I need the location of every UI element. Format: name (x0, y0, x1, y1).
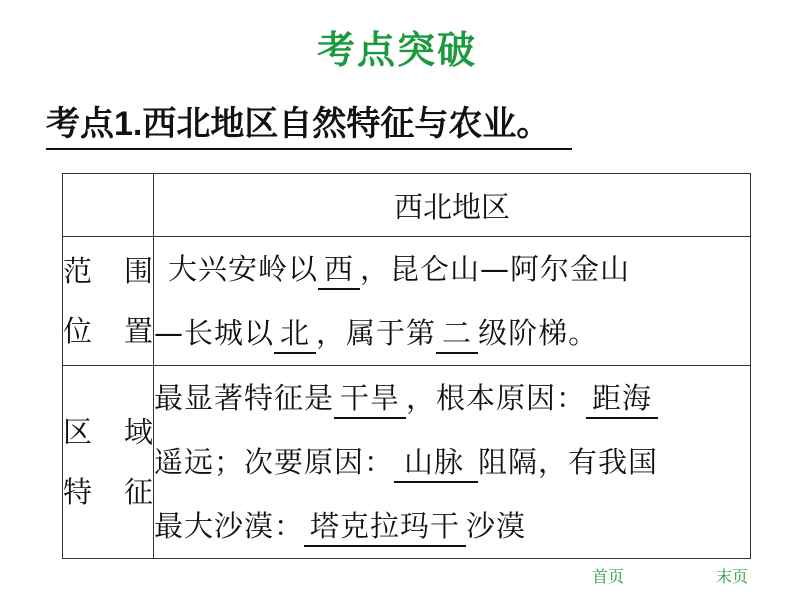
row-head-features (63, 366, 154, 559)
row-body-location (154, 237, 751, 366)
answer-blank: 北 (274, 314, 316, 354)
text-span: —长城以 (154, 316, 275, 350)
topic-prefix: 考点 (46, 104, 114, 144)
table-row-location (63, 237, 751, 366)
topic-text: 西北地区自然特征与农业。 (142, 104, 551, 144)
text-span: ，昆仑山—阿尔金山 (360, 252, 631, 286)
text-line (154, 301, 750, 365)
text-span: 最大沙漠： (154, 509, 305, 543)
first-page-link[interactable]: 首页 (592, 567, 625, 586)
content-table (62, 173, 751, 559)
topic-number: 1. (114, 105, 143, 143)
text-span: ，属于第 (316, 316, 437, 350)
text-span: 沙漠 (466, 509, 527, 543)
text-span: 阻隔，有我国 (478, 445, 659, 479)
text-span: 最显著特征是 (154, 381, 335, 415)
answer-blank: 塔克拉玛干 (304, 507, 466, 547)
text-line (154, 366, 750, 430)
row-head-line: 位置 (63, 314, 153, 348)
last-page-link[interactable]: 末页 (716, 567, 749, 586)
answer-blank: 干旱 (334, 379, 406, 419)
text-line (154, 494, 750, 558)
row-head-line: 范 围 (63, 254, 153, 288)
text-line (154, 237, 750, 301)
answer-blank: 西 (318, 250, 360, 290)
text-line (154, 430, 750, 494)
table-header-row (63, 174, 751, 237)
empty-corner-cell (63, 174, 154, 237)
text-span: 大兴安岭以 (168, 252, 319, 286)
text-span: ，根本原因： (406, 381, 587, 415)
table-row-features (63, 366, 751, 559)
section-heading: 考点突破 (316, 28, 477, 72)
row-head-line: 区 域 (63, 415, 153, 449)
table-header-cell: 西北地区 (154, 174, 751, 237)
text-span: 遥远；次要原因： (154, 445, 395, 479)
text-span: 级阶梯。 (478, 316, 599, 350)
row-head-line: 特征 (63, 475, 153, 509)
topic-title (46, 100, 572, 150)
answer-blank: 山脉 (394, 443, 478, 483)
answer-blank: 距海 (586, 379, 658, 419)
answer-blank: 二 (436, 314, 478, 354)
row-head-location (63, 237, 154, 366)
row-body-features (154, 366, 751, 559)
